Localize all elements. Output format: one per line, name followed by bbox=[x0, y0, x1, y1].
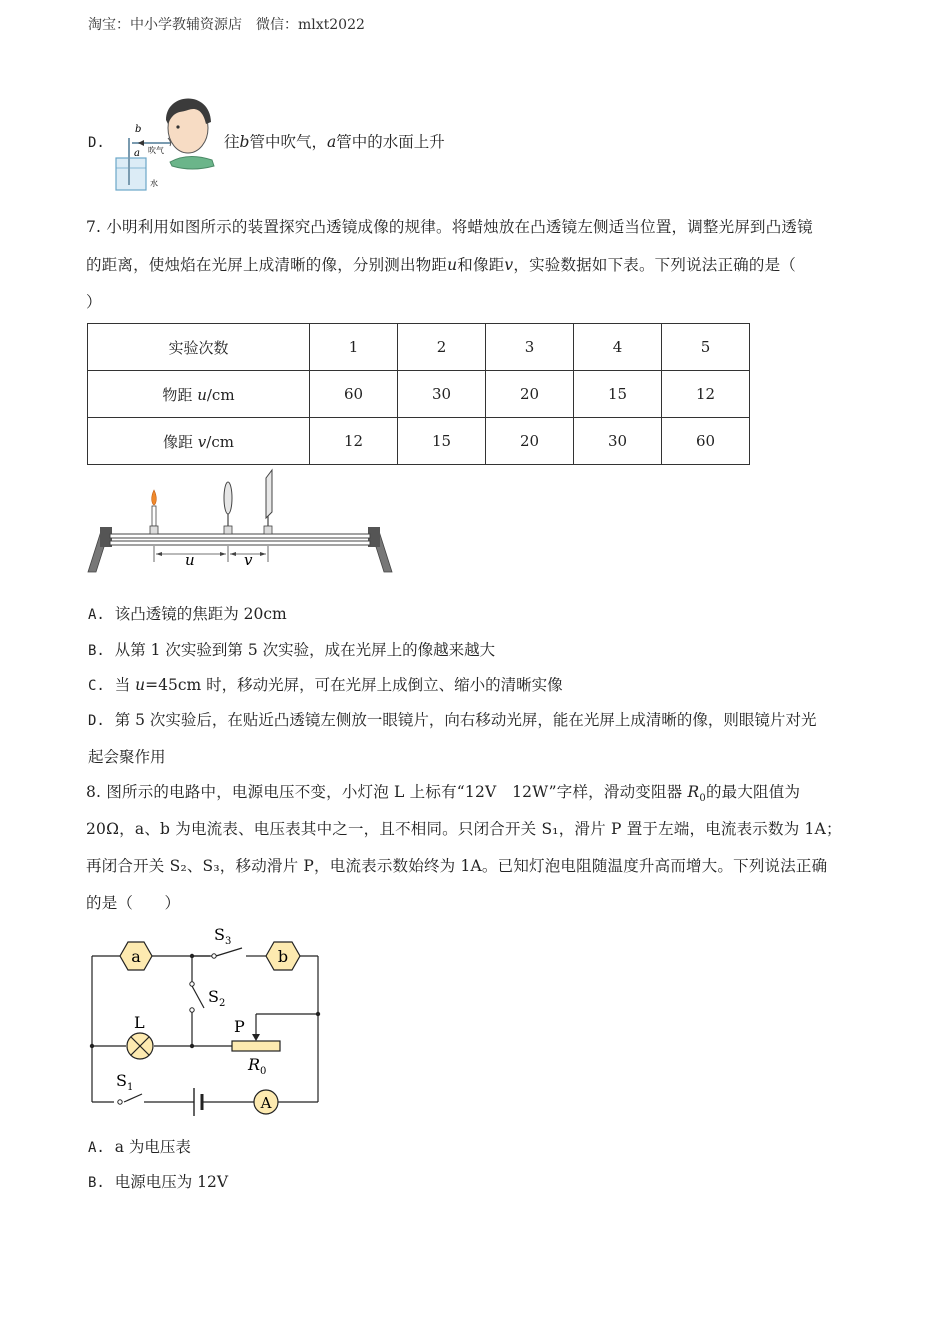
subscript: 0 bbox=[699, 793, 706, 805]
table-cell: 5 bbox=[662, 324, 750, 371]
option-letter: C. bbox=[88, 678, 105, 694]
text-part: 和像距 bbox=[457, 256, 505, 274]
q7-option-a[interactable] bbox=[88, 604, 287, 625]
table-cell: 20 bbox=[486, 371, 574, 418]
table-cell: 1 bbox=[310, 324, 398, 371]
option-letter: B. bbox=[88, 1175, 105, 1191]
candle-holder bbox=[150, 526, 158, 534]
q8-stem-line1 bbox=[86, 782, 800, 809]
switch-s1-blade bbox=[124, 1094, 142, 1102]
q7-option-c[interactable] bbox=[88, 675, 563, 696]
table-row bbox=[88, 418, 750, 465]
option-letter: D. bbox=[88, 713, 105, 729]
bench-rail-top bbox=[110, 534, 370, 538]
var-a: a bbox=[326, 133, 337, 151]
option-text: 第 5 次实验后，在贴近凸透镜左侧放一眼镜片，向右移动光屏，能在光屏上成清晰的像，则眼镜片对光 bbox=[114, 711, 817, 729]
var-u: u bbox=[447, 256, 458, 274]
rheostat-r0 bbox=[232, 1041, 280, 1051]
switch-s2-blade bbox=[192, 986, 204, 1008]
table-cell: 60 bbox=[310, 371, 398, 418]
q7-option-d-cont: 起会聚作用 bbox=[88, 748, 166, 766]
u-label: u bbox=[185, 551, 195, 569]
person-eye bbox=[176, 125, 179, 128]
s1-label: $S_1$ bbox=[116, 1071, 134, 1093]
var-u: u bbox=[197, 385, 207, 404]
optical-bench-figure bbox=[86, 468, 396, 576]
switch-contact bbox=[118, 1100, 122, 1104]
option-letter: B. bbox=[88, 643, 105, 659]
q7-option-d[interactable] bbox=[88, 710, 816, 731]
convex-lens bbox=[224, 482, 232, 514]
water-label: 水 bbox=[150, 179, 158, 188]
table-cell: 20 bbox=[486, 418, 574, 465]
arrow-head bbox=[156, 552, 162, 556]
v-label: v bbox=[244, 551, 253, 569]
q7-stem-line1: 7. 小明利用如图所示的装置探究凸透镜成像的规律。将蜡烛放在凸透镜左侧适当位置，调整光屏到凸透镜 bbox=[86, 218, 813, 236]
ammeter-label: A bbox=[260, 1094, 272, 1112]
table-cell: 3 bbox=[486, 324, 574, 371]
s2-label: $S_2$ bbox=[208, 987, 226, 1009]
option-letter: A. bbox=[88, 1140, 105, 1156]
screen-holder bbox=[264, 526, 272, 534]
text-part: 往 bbox=[224, 133, 240, 151]
text-part: ，实验数据如下表。下列说法正确的是（ bbox=[513, 256, 796, 274]
table-cell: 30 bbox=[398, 371, 486, 418]
option-text: 从第 1 次实验到第 5 次实验，成在光屏上的像越来越大 bbox=[114, 641, 496, 659]
option-text: a 为电压表 bbox=[114, 1138, 191, 1156]
arrow-head bbox=[260, 552, 266, 556]
text-part: 8. 图所示的电路中，电源电压不变，小灯泡 L 上标有“12V 12W”字样，滑动变阻器 bbox=[86, 783, 688, 801]
table-cell: 30 bbox=[574, 418, 662, 465]
q6-option-d[interactable] bbox=[88, 132, 105, 153]
label-unit: /cm bbox=[206, 432, 234, 451]
junction-dot bbox=[90, 1044, 94, 1048]
junction-dot bbox=[190, 1044, 194, 1048]
q8-option-b[interactable] bbox=[88, 1172, 228, 1193]
q8-stem-line3: 再闭合开关 S₂、S₃，移动滑片 P，电流表示数始终为 1A。已知灯泡电阻随温度升高而增大。下列说法正确 bbox=[86, 857, 828, 875]
q7-stem-line3: ） bbox=[86, 293, 102, 311]
label-text: 物距 bbox=[162, 385, 198, 404]
q7-stem-line2 bbox=[86, 255, 796, 275]
row-label bbox=[88, 371, 310, 418]
table-cell: 15 bbox=[574, 371, 662, 418]
table-cell: 2 bbox=[398, 324, 486, 371]
s3-label: $S_3$ bbox=[214, 925, 232, 947]
beaker bbox=[116, 158, 146, 190]
text-part: 的最大阻值为 bbox=[705, 783, 801, 801]
candle-flame bbox=[152, 490, 157, 505]
table-row bbox=[88, 371, 750, 418]
table-cell: 15 bbox=[398, 418, 486, 465]
blowing-experiment-figure bbox=[108, 80, 218, 195]
var-v: v bbox=[504, 256, 514, 274]
junction-dot bbox=[190, 954, 194, 958]
slider-arrow bbox=[252, 1034, 260, 1041]
q7-option-b[interactable] bbox=[88, 640, 495, 661]
lens-holder bbox=[224, 526, 232, 534]
var-v: v bbox=[197, 432, 207, 451]
r0-label: $R_0$ bbox=[248, 1055, 267, 1077]
label-unit: /cm bbox=[206, 385, 235, 404]
option-letter: D. bbox=[88, 135, 105, 151]
label-text: 实验次数 bbox=[168, 338, 229, 357]
switch-contact bbox=[212, 954, 216, 958]
tube-b-label: b bbox=[135, 124, 142, 135]
var-u: u bbox=[135, 676, 146, 694]
option-letter: A. bbox=[88, 607, 105, 623]
circuit-diagram bbox=[86, 920, 326, 1125]
arrow-head bbox=[220, 552, 226, 556]
row-label bbox=[88, 418, 310, 465]
text-part: 管中的水面上升 bbox=[336, 133, 445, 151]
tube-a-label: a bbox=[134, 148, 140, 159]
row-label bbox=[88, 324, 310, 371]
page-header: 淘宝：中小学教辅资源店 微信：mlxt2022 bbox=[88, 17, 365, 33]
label-text: 像距 bbox=[163, 432, 198, 451]
bench-rail-bottom bbox=[110, 541, 370, 545]
arrow-head bbox=[230, 552, 236, 556]
switch-s3-blade bbox=[216, 948, 242, 956]
slider-p-label: P bbox=[234, 1017, 245, 1036]
candle bbox=[152, 506, 156, 526]
var-r: R bbox=[687, 783, 700, 801]
person-shirt bbox=[170, 156, 214, 169]
switch-contact bbox=[190, 1008, 194, 1012]
meter-a-label: a bbox=[131, 947, 141, 966]
text-part: 的距离，使烛焰在光屏上成清晰的像，分别测出物距 bbox=[86, 256, 448, 274]
q8-option-a[interactable] bbox=[88, 1137, 191, 1158]
blow-arrow bbox=[138, 140, 144, 146]
var-b: b bbox=[239, 133, 250, 151]
blow-label: 吹气 bbox=[148, 146, 164, 155]
meter-b-label: b bbox=[277, 947, 289, 966]
table-cell: 12 bbox=[310, 418, 398, 465]
table-row bbox=[88, 324, 750, 371]
lamp-label: L bbox=[134, 1013, 145, 1032]
switch-contact bbox=[190, 982, 194, 986]
junction-dot bbox=[316, 1012, 320, 1016]
q8-stem-line2: 20Ω，a、b 为电流表、电压表其中之一，且不相同。只闭合开关 S₁，滑片 P 置于左端，电流表示数为 1A； bbox=[86, 820, 842, 838]
option-text: 当 bbox=[114, 676, 136, 694]
option-text: 该凸透镜的焦距为 20cm bbox=[114, 605, 287, 623]
option-text: 电源电压为 12V bbox=[114, 1173, 229, 1191]
table-cell: 60 bbox=[662, 418, 750, 465]
q7-data-table bbox=[87, 323, 750, 465]
q6-option-d-text bbox=[224, 132, 445, 152]
table-cell: 4 bbox=[574, 324, 662, 371]
option-text: =45cm 时，移动光屏，可在光屏上成倒立、缩小的清晰实像 bbox=[145, 676, 563, 694]
table-cell: 12 bbox=[662, 371, 750, 418]
text-part: 管中吹气， bbox=[249, 133, 327, 151]
light-screen bbox=[266, 470, 272, 518]
q8-stem-line4: 的是（ ） bbox=[86, 894, 181, 912]
